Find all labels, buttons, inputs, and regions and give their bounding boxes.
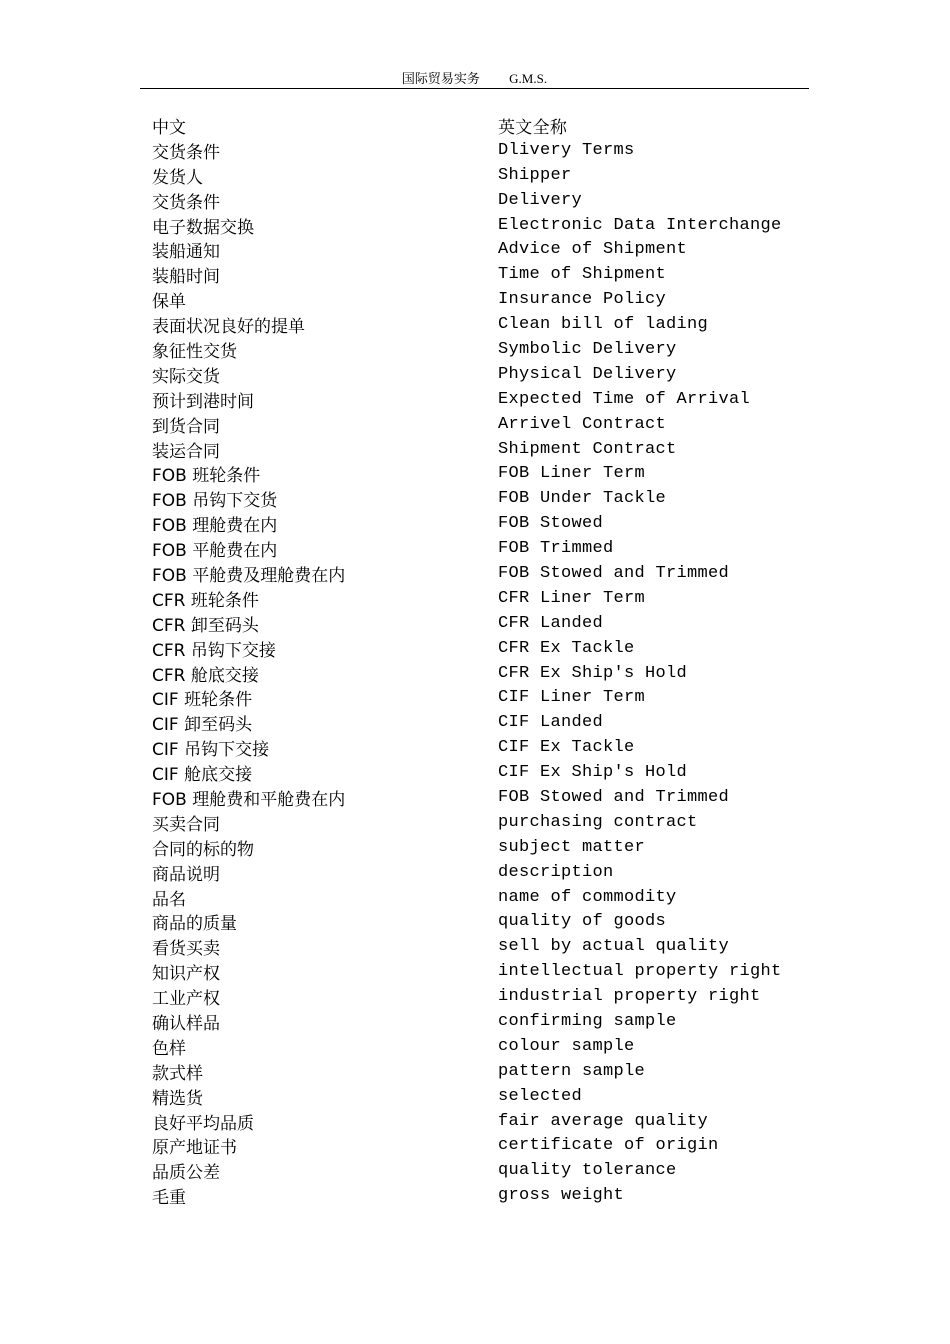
glossary-row [152, 959, 792, 984]
glossary-row [152, 387, 792, 412]
term-chinese: 预计到港时间 [152, 391, 254, 412]
glossary-row [152, 735, 792, 760]
term-english: FOB Under Tackle [498, 489, 667, 509]
term-chinese: FOB 理舱费和平舱费在内 [152, 790, 346, 810]
term-english: gross weight [498, 1186, 625, 1206]
term-english: CIF Liner Term [498, 688, 646, 708]
term-chinese: 交货条件 [152, 142, 220, 163]
glossary-row [152, 138, 792, 163]
term-english: FOB Trimmed [498, 539, 614, 559]
term-chinese: 装船通知 [152, 242, 220, 263]
glossary-row [152, 1009, 792, 1034]
term-chinese: FOB 吊钩下交货 [152, 491, 278, 512]
term-chinese: 到货合同 [152, 416, 220, 437]
term-english: Shipment Contract [498, 439, 677, 459]
term-chinese: 工业产权 [152, 989, 220, 1010]
glossary-row [152, 1183, 792, 1208]
term-chinese: CFR 舱底交接 [152, 665, 259, 686]
term-english: Time of Shipment [498, 265, 667, 285]
term-chinese: 原产地证书 [152, 1138, 237, 1159]
term-chinese: CIF 舱底交接 [152, 765, 253, 786]
glossary-row [152, 486, 792, 511]
glossary-row [152, 934, 792, 959]
term-english: CFR Ex Tackle [498, 638, 635, 658]
term-english: Electronic Data Interchange [498, 215, 782, 235]
glossary-row [152, 312, 792, 337]
term-english: FOB Stowed and Trimmed [498, 787, 730, 807]
glossary-row [152, 1134, 792, 1159]
term-english: intellectual property right [498, 962, 782, 982]
term-chinese: 象征性交货 [152, 341, 237, 362]
term-chinese: FOB 班轮条件 [152, 466, 261, 487]
term-english: FOB Liner Term [498, 464, 646, 484]
term-chinese: 确认样品 [152, 1014, 220, 1035]
term-chinese: CFR 卸至码头 [152, 615, 259, 636]
glossary-row [152, 337, 792, 362]
term-english: confirming sample [498, 1012, 677, 1031]
term-english: Advice of Shipment [498, 240, 688, 260]
term-chinese: CFR 吊钩下交接 [152, 640, 276, 661]
glossary-rows [152, 138, 792, 1208]
term-english: CIF Ex Ship's Hold [498, 763, 688, 783]
glossary-table [152, 113, 792, 1208]
term-english: Arrivel Contract [498, 414, 667, 434]
glossary-row [152, 362, 792, 387]
glossary-row [152, 561, 792, 586]
term-chinese: 装船时间 [152, 267, 220, 288]
term-english: Delivery [498, 190, 583, 210]
term-chinese: 表面状况良好的提单 [152, 317, 305, 338]
glossary-row [152, 1059, 792, 1084]
term-english: CIF Ex Tackle [498, 738, 635, 758]
term-english: CIF Landed [498, 713, 604, 733]
term-english: Dlivery Terms [498, 140, 635, 160]
glossary-row [152, 511, 792, 536]
glossary-row [152, 710, 792, 735]
term-chinese: 良好平均品质 [152, 1113, 254, 1134]
term-english: name of commodity [498, 887, 677, 907]
glossary-row [152, 188, 792, 213]
term-english: FOB Stowed and Trimmed [498, 563, 730, 583]
header-author: G.M.S. [509, 71, 548, 86]
glossary-row [152, 1084, 792, 1109]
term-english: industrial property right [498, 987, 761, 1007]
term-chinese: FOB 理舱费在内 [152, 516, 278, 537]
term-english: quality of goods [498, 912, 667, 932]
header-rule [140, 88, 809, 89]
term-english: FOB Stowed [498, 514, 604, 534]
glossary-row [152, 611, 792, 636]
term-chinese: 商品的质量 [152, 914, 237, 935]
glossary-row [152, 760, 792, 785]
term-chinese: 品质公差 [152, 1163, 220, 1184]
term-english: Clean bill of lading [498, 315, 709, 335]
term-chinese: 买卖合同 [152, 814, 220, 835]
term-english: quality tolerance [498, 1161, 677, 1181]
term-chinese: 看货买卖 [152, 939, 220, 960]
term-chinese: 合同的标的物 [152, 839, 254, 860]
term-english: fair average quality [498, 1111, 709, 1131]
term-english: subject matter [498, 837, 646, 857]
term-english: pattern sample [498, 1061, 646, 1081]
term-english: description [498, 862, 614, 882]
glossary-row [152, 1158, 792, 1183]
term-chinese: 装运合同 [152, 441, 220, 462]
glossary-row [152, 163, 792, 188]
glossary-row [152, 412, 792, 437]
glossary-row [152, 661, 792, 686]
glossary-row [152, 636, 792, 661]
term-chinese: 色样 [152, 1038, 186, 1059]
term-chinese: 商品说明 [152, 864, 220, 885]
glossary-row [152, 586, 792, 611]
term-chinese: CFR 班轮条件 [152, 590, 259, 611]
term-chinese: 交货条件 [152, 192, 220, 213]
term-english: Expected Time of Arrival [498, 389, 751, 409]
term-english: certificate of origin [498, 1136, 719, 1156]
glossary-row [152, 835, 792, 860]
term-english: CFR Landed [498, 613, 604, 633]
term-chinese: CIF 班轮条件 [152, 690, 253, 711]
glossary-row [152, 685, 792, 710]
header-title: 国际贸易实务 [401, 71, 480, 86]
glossary-row [152, 287, 792, 312]
term-chinese: 发货人 [152, 167, 203, 188]
term-english: Symbolic Delivery [498, 339, 677, 359]
term-chinese: 精选货 [152, 1088, 203, 1109]
glossary-row [152, 885, 792, 910]
term-english: CFR Liner Term [498, 588, 646, 608]
term-english: purchasing contract [498, 812, 698, 832]
term-chinese: 款式样 [152, 1063, 203, 1084]
term-chinese: 电子数据交换 [152, 217, 254, 238]
glossary-row [152, 262, 792, 287]
column-header-english: 英文全称 [498, 117, 568, 138]
glossary-row [152, 910, 792, 935]
term-chinese: FOB 平舱费在内 [152, 541, 278, 562]
glossary-row [152, 213, 792, 238]
term-english: Physical Delivery [498, 364, 677, 384]
glossary-row [152, 437, 792, 462]
term-chinese: 实际交货 [152, 366, 220, 387]
term-english: Insurance Policy [498, 290, 667, 310]
glossary-row [152, 860, 792, 885]
glossary-header-row [152, 113, 792, 138]
glossary-row [152, 536, 792, 561]
term-english: colour sample [498, 1036, 635, 1056]
term-chinese: 知识产权 [152, 964, 220, 985]
term-chinese: CIF 卸至码头 [152, 715, 253, 736]
term-english: selected [498, 1086, 583, 1106]
term-english: Shipper [498, 165, 572, 185]
glossary-row [152, 1109, 792, 1134]
term-chinese: 毛重 [152, 1188, 186, 1209]
glossary-row [152, 237, 792, 262]
glossary-row [152, 810, 792, 835]
glossary-row [152, 461, 792, 486]
term-chinese: CIF 吊钩下交接 [152, 740, 270, 761]
glossary-row [152, 1034, 792, 1059]
term-chinese: FOB 平舱费及理舱费在内 [152, 565, 346, 586]
glossary-row [152, 785, 792, 810]
page-header [140, 70, 809, 88]
term-chinese: 品名 [152, 889, 186, 910]
term-chinese: 保单 [152, 292, 186, 313]
term-english: sell by actual quality [498, 937, 730, 957]
term-english: CFR Ex Ship's Hold [498, 663, 688, 683]
column-header-chinese: 中文 [152, 117, 186, 138]
glossary-row [152, 984, 792, 1009]
